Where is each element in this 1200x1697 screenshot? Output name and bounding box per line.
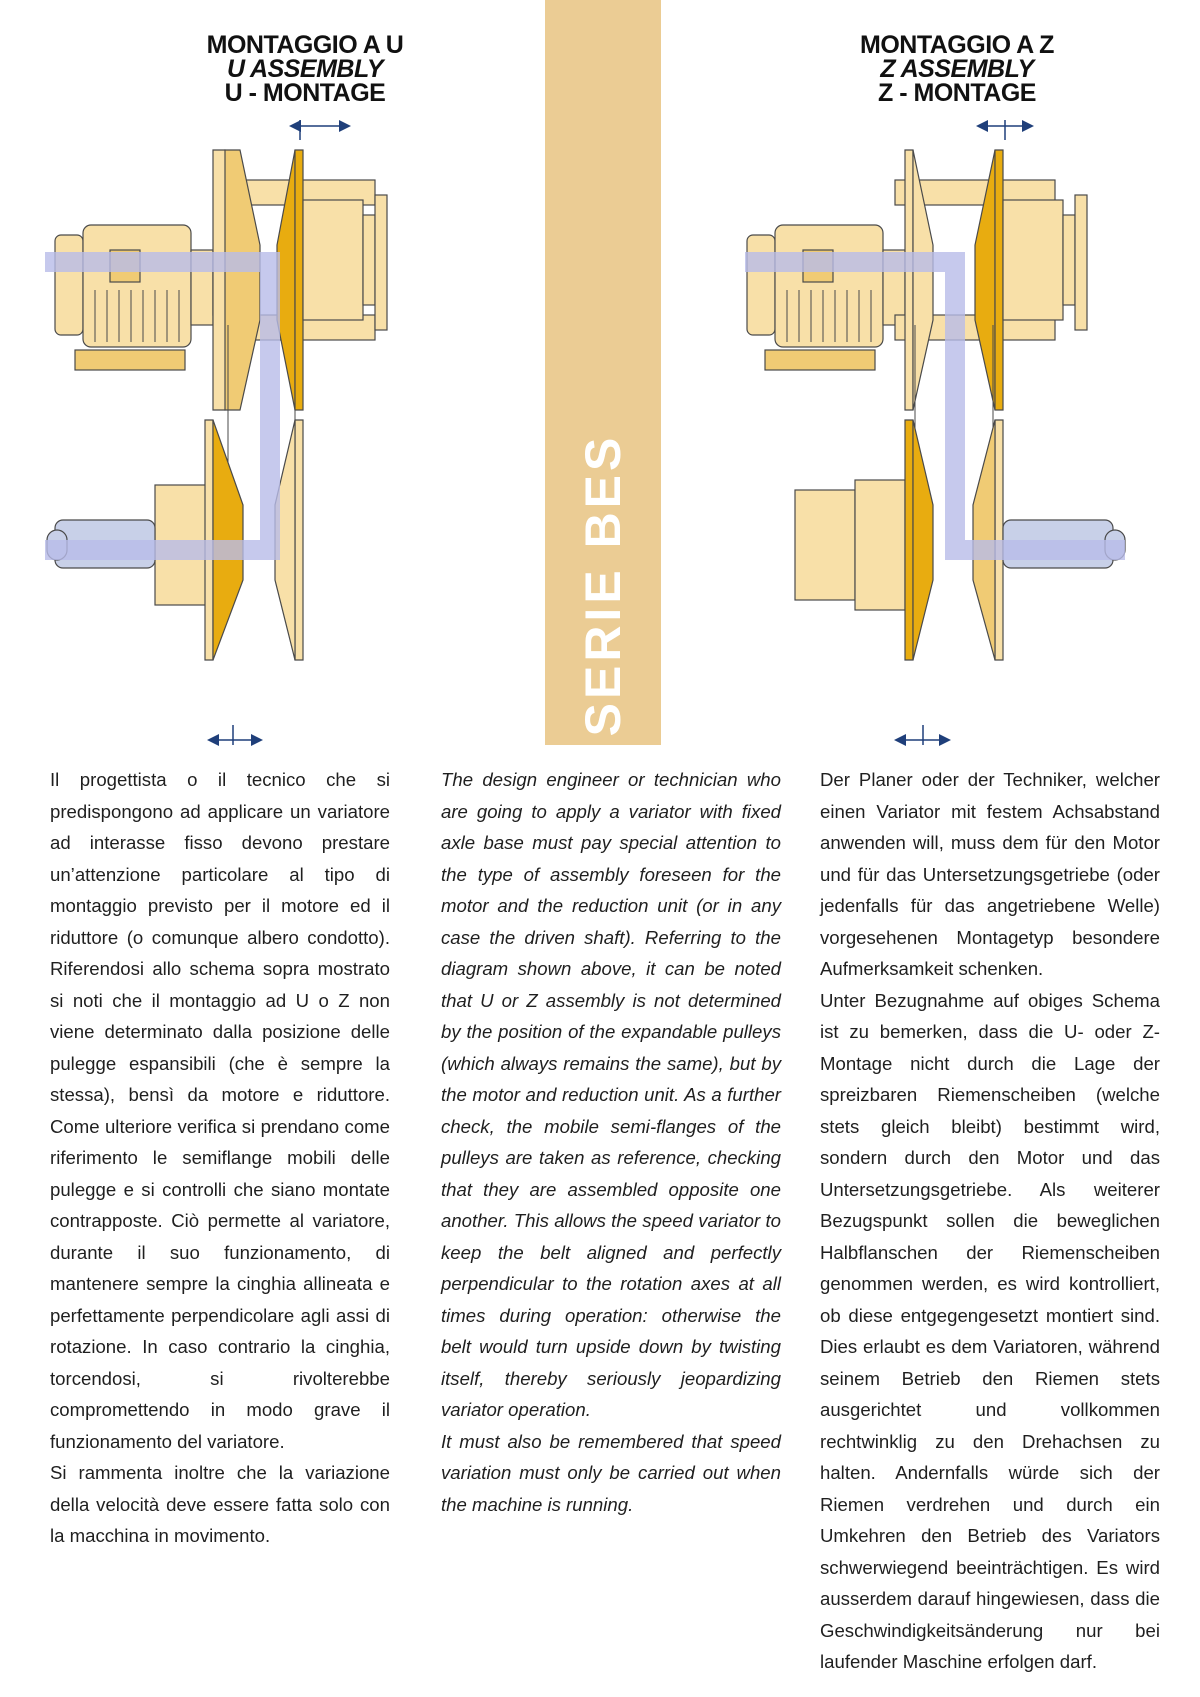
top-pulley-icon (213, 150, 387, 410)
title-u-italian: MONTAGGIO A U (206, 31, 404, 59)
italian-text-column (50, 764, 390, 1552)
u-assembly-diagram (45, 110, 445, 750)
top-adjust-arrow-icon (982, 120, 1028, 140)
title-z-german: Z - MONTAGE (878, 79, 1036, 107)
english-text-column (441, 764, 781, 1520)
english-paragraph-1: The design engineer or technician who are going to apply a variator with fixed axle base must pay special attention to the type of assembly foreseen for the motor and the reduction unit (or in any case the driven shaft). Referring to the diagram shown above, it can be noted that U or Z assembly is not determined by the position of the expandable pulleys (which always remains the same), but by the motor and reduction unit. As a further check, the mobile semi-flanges of the pulleys are taken as reference, checking that they are assembled opposite one another. This allows the speed variator to keep the belt aligned and perfectly perpendicular to the rotation axes at all times during operation: otherwise the belt would turn upside down by twisting itself, thereby seriously jeopardizing variator operation. (441, 769, 781, 1420)
top-pulley-icon (895, 150, 1087, 410)
italian-paragraph-2: Si rammenta inoltre che la variazione della velocità deve essere fatta solo con la macchina in movimento. (50, 1462, 390, 1546)
bottom-adjust-arrow-icon (213, 725, 257, 745)
title-u-german: U - MONTAGE (224, 79, 386, 107)
title-u-assembly (160, 33, 450, 105)
german-paragraph-1: Der Planer oder der Techniker, welcher einen Variator mit festem Achsabstand anwenden will, muss dem für den Motor und für das Untersetzungsgetriebe (oder jedenfalls für das angetriebene Welle) vorgesehenen Montagetyp besondere Aufmerksamkeit schenken. (820, 769, 1160, 979)
title-z-assembly (812, 33, 1102, 105)
serie-label: SERIE BES (575, 433, 631, 737)
italian-paragraph-1: Il progettista o il tecnico che si predispongono ad applicare un variatore ad interasse fisso devono prestare un’attenzione particolare al tipo di montaggio previsto per il motore ed il riduttore (o comunque albero condotto). Riferendosi allo schema sopra mostrato si noti che il montaggio ad U o Z non viene determinato dalla posizione delle pulegge espansibili (che è sempre la stessa), bensì da motore e riduttore. Come ulteriore verifica si prendano come riferimento le semiflange mobili delle pulegge e si controlli che siano montate contrapposte. Ciò permette al variatore, durante il suo funzionamento, di mantenere sempre la cinghia allineata e perfettamente perpendicolare agli assi di rotazione. In caso contrario la cinghia, torcendosi, si rivolterebbe compromettendo in modo grave il funzionamento del variatore. (50, 769, 390, 1452)
title-u-english: U ASSEMBLY (226, 55, 384, 83)
english-paragraph-2: It must also be remembered that speed variation must only be carried out when the machine is running. (441, 1430, 781, 1515)
top-adjust-arrow-icon (295, 120, 345, 140)
title-z-english: Z ASSEMBLY (880, 55, 1034, 83)
title-z-italian: MONTAGGIO A Z (860, 31, 1054, 59)
motor-icon (747, 225, 905, 370)
bottom-adjust-arrow-icon (900, 725, 945, 745)
z-assembly-diagram (745, 110, 1145, 750)
german-text-column (820, 764, 1160, 1678)
german-paragraph-2: Unter Bezugnahme auf obiges Schema ist zu bemerken, dass die U- oder Z-Montage nicht durch die Lage der spreizbaren Riemenscheiben (welche stets gleich bleibt) bestimmt wird, sondern durch den Motor und das Untersetzungsgetriebe. Als weiterer Bezugspunkt sollen die beweglichen Halbflanschen der Riemenscheiben genommen werden, es wird kontrolliert, ob diese entgegengesetzt montiert sind. Dies erlaubt es dem Variatoren, während seinem Betrieb den Riemen stets ausgerichtet und vollkommen rechtwinklig zu den Drehachsen zu halten. Andernfalls würde sich der Riemen verdrehen und durch ein Umkehren den Betrieb des Variators schwerwiegend beeinträchtigen. Es wird ausserdem darauf hingewiesen, dass die Geschwindigkeitsänderung nur bei laufender Maschine erfolgen darf. (820, 989, 1160, 1672)
